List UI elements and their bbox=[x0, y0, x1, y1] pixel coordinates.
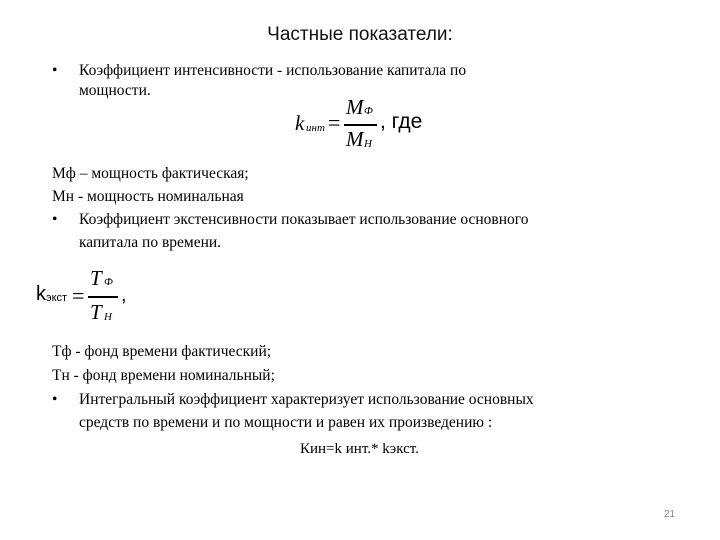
formula2-lhs: k bbox=[36, 283, 46, 305]
formula1-numerator: M bbox=[346, 95, 364, 119]
formula1-lhs-sub: инт bbox=[306, 122, 325, 134]
formula1-denominator-sub: Н bbox=[364, 138, 372, 150]
formula1-denominator: M bbox=[346, 127, 364, 151]
formula2-numerator-sub: Ф bbox=[104, 276, 113, 288]
slide-title: Частные показатели: bbox=[267, 24, 453, 45]
intensive-text-line2: мощности. bbox=[79, 82, 151, 99]
formula1-fraction-bar bbox=[344, 124, 377, 126]
formula1-numerator-sub: Ф bbox=[364, 105, 373, 117]
intensive-text-line1: Коэффициент интенсивности - использование капитала по bbox=[79, 62, 467, 79]
integral-text-line2: средств по времени и по мощности и равен их произведению : bbox=[79, 414, 493, 431]
definition-tf: Тф - фонд времени фактический; bbox=[52, 343, 272, 360]
formula2-numerator: T bbox=[90, 266, 102, 290]
formula2-fraction-bar bbox=[88, 296, 118, 298]
formula1-suffix: , где bbox=[380, 110, 423, 133]
formula2-equals: = bbox=[72, 283, 85, 308]
bullet-marker: • bbox=[52, 211, 58, 228]
formula2-suffix: , bbox=[121, 284, 127, 306]
integral-text-line1: Интегральный коэффициент характеризует использование основных bbox=[79, 391, 534, 408]
definition-tn: Тн - фонд времени номинальный; bbox=[52, 367, 275, 384]
formula1-equals: = bbox=[328, 110, 341, 135]
bullet-marker: • bbox=[52, 62, 58, 79]
definition-mf: Мф – мощность фактическая; bbox=[52, 165, 249, 182]
formula-integral: Кин=k инт.* kэкст. bbox=[300, 441, 419, 457]
formula2-denominator: T bbox=[90, 300, 102, 324]
bullet-marker: • bbox=[52, 391, 58, 408]
formula1-lhs: k bbox=[295, 111, 305, 135]
formula2-denominator-sub: Н bbox=[104, 311, 112, 323]
formula2-lhs-sub: экст bbox=[46, 292, 68, 304]
extensive-text-line1: Коэффициент экстенсивности показывает использование основного bbox=[79, 211, 529, 228]
definition-mn: Мн - мощность номинальная bbox=[52, 188, 244, 205]
extensive-text-line2: капитала по времени. bbox=[79, 234, 222, 251]
page-number: 21 bbox=[664, 509, 676, 520]
